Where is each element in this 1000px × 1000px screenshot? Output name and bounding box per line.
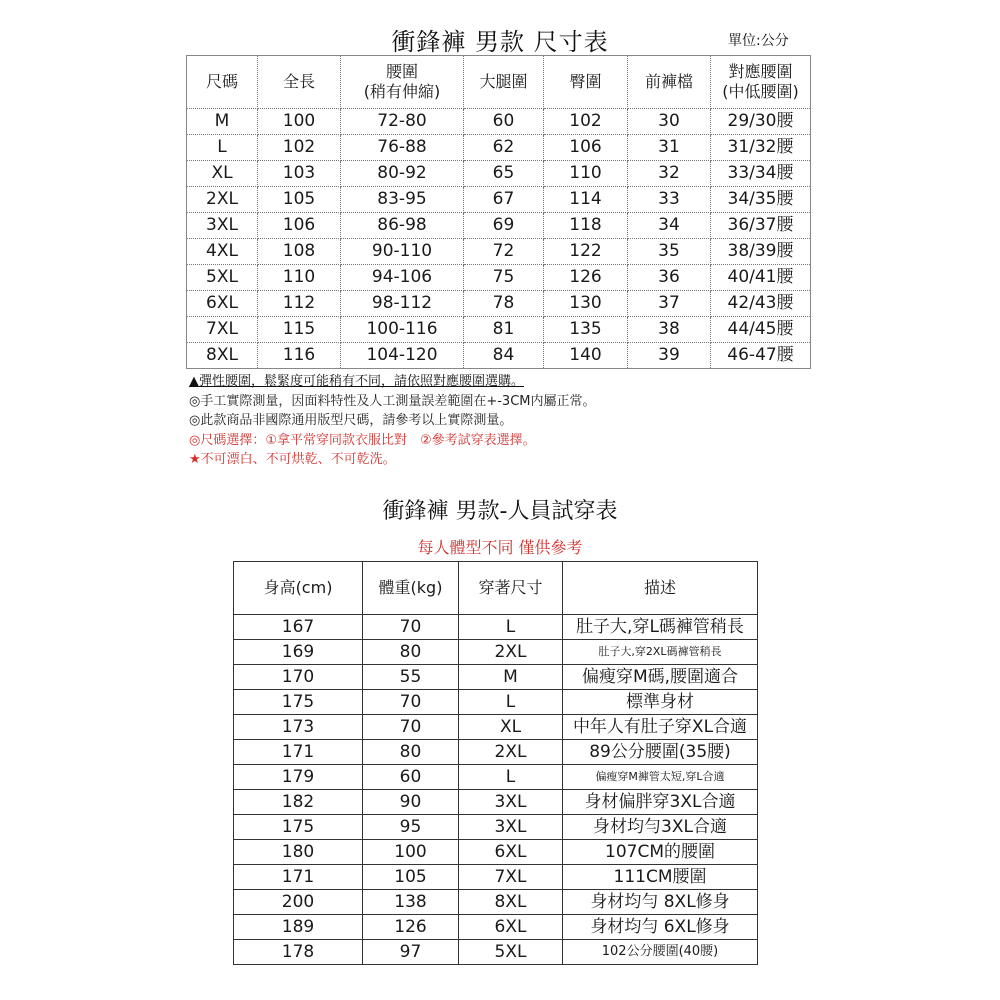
- cell-height: 171: [234, 740, 363, 765]
- cell-weight: 60: [363, 765, 459, 790]
- header-size: [187, 56, 258, 109]
- table-row: [187, 161, 811, 187]
- table-row: [234, 640, 758, 665]
- cell-description: 肚子大,穿L碼褲管稍長: [563, 615, 758, 640]
- cell-size: 3XL: [187, 213, 258, 239]
- cell-description: 肚子大,穿2XL碼褲管稍長: [563, 640, 758, 665]
- cell-thigh: 67: [464, 187, 544, 213]
- cell-height: 167: [234, 615, 363, 640]
- cell-corresponding-waist: 34/35腰: [711, 187, 811, 213]
- cell-height: 179: [234, 765, 363, 790]
- cell-height: 180: [234, 840, 363, 865]
- cell-description: 中年人有肚子穿XL合適: [563, 715, 758, 740]
- cell-size: L: [187, 135, 258, 161]
- table-row: [234, 815, 758, 840]
- size-chart-header-row: [187, 56, 811, 109]
- table-row: [234, 715, 758, 740]
- cell-worn-size: 7XL: [459, 865, 563, 890]
- cell-worn-size: 3XL: [459, 790, 563, 815]
- cell-weight: 70: [363, 615, 459, 640]
- cell-description: 偏瘦穿M褲管太短,穿L合適: [563, 765, 758, 790]
- header-height: 身高(cm): [234, 562, 363, 615]
- tryon-chart-subtitle: 每人體型不同 僅供參考: [417, 538, 583, 557]
- cell-front-rise: 39: [628, 343, 711, 369]
- table-row: [234, 765, 758, 790]
- header-thigh: [464, 56, 544, 109]
- cell-height: 189: [234, 915, 363, 940]
- header-hip: [544, 56, 628, 109]
- table-row: [187, 187, 811, 213]
- cell-length: 106: [258, 213, 341, 239]
- cell-front-rise: 30: [628, 109, 711, 135]
- cell-weight: 97: [363, 940, 459, 965]
- cell-hip: 118: [544, 213, 628, 239]
- cell-front-rise: 33: [628, 187, 711, 213]
- table-row: [187, 291, 811, 317]
- header-sublabel: (中低腰圍): [722, 82, 799, 101]
- cell-length: 112: [258, 291, 341, 317]
- header-label: 前褲檔: [644, 72, 693, 91]
- cell-thigh: 72: [464, 239, 544, 265]
- cell-height: 170: [234, 665, 363, 690]
- cell-hip: 135: [544, 317, 628, 343]
- cell-corresponding-waist: 31/32腰: [711, 135, 811, 161]
- cell-front-rise: 32: [628, 161, 711, 187]
- header-weight: 體重(kg): [363, 562, 459, 615]
- cell-front-rise: 38: [628, 317, 711, 343]
- cell-corresponding-waist: 46-47腰: [711, 343, 811, 369]
- header-front-rise: [628, 56, 711, 109]
- header-label: 大腿圍: [479, 72, 528, 91]
- cell-thigh: 65: [464, 161, 544, 187]
- note-non-international: ◎此款商品非國際通用版型尺碼，請參考以上實際測量。: [189, 413, 513, 428]
- cell-worn-size: L: [459, 765, 563, 790]
- cell-length: 108: [258, 239, 341, 265]
- table-row: [234, 840, 758, 865]
- header-label: 臀圍: [569, 72, 602, 91]
- table-row: [187, 109, 811, 135]
- cell-description: 偏瘦穿M碼,腰圍適合: [563, 665, 758, 690]
- cell-front-rise: 35: [628, 239, 711, 265]
- cell-waist: 98-112: [341, 291, 464, 317]
- cell-size: M: [187, 109, 258, 135]
- cell-description: 身材偏胖穿3XL合適: [563, 790, 758, 815]
- cell-height: 175: [234, 690, 363, 715]
- cell-worn-size: 6XL: [459, 840, 563, 865]
- cell-height: 169: [234, 640, 363, 665]
- cell-weight: 70: [363, 715, 459, 740]
- cell-description: 身材均勻 8XL修身: [563, 890, 758, 915]
- cell-weight: 138: [363, 890, 459, 915]
- cell-waist: 94-106: [341, 265, 464, 291]
- cell-weight: 105: [363, 865, 459, 890]
- cell-front-rise: 31: [628, 135, 711, 161]
- cell-hip: 102: [544, 109, 628, 135]
- header-waist: [341, 56, 464, 109]
- cell-waist: 83-95: [341, 187, 464, 213]
- cell-thigh: 84: [464, 343, 544, 369]
- cell-height: 182: [234, 790, 363, 815]
- cell-corresponding-waist: 40/41腰: [711, 265, 811, 291]
- cell-description: 102公分腰圍(40腰): [563, 940, 758, 965]
- cell-corresponding-waist: 42/43腰: [711, 291, 811, 317]
- cell-size: 4XL: [187, 239, 258, 265]
- cell-worn-size: XL: [459, 715, 563, 740]
- cell-worn-size: 6XL: [459, 915, 563, 940]
- cell-height: 175: [234, 815, 363, 840]
- tryon-chart-title: 衝鋒褲 男款-人員試穿表: [382, 499, 618, 524]
- cell-waist: 104-120: [341, 343, 464, 369]
- cell-corresponding-waist: 38/39腰: [711, 239, 811, 265]
- tryon-header-row: [234, 562, 758, 615]
- cell-corresponding-waist: 29/30腰: [711, 109, 811, 135]
- cell-front-rise: 37: [628, 291, 711, 317]
- cell-weight: 95: [363, 815, 459, 840]
- note-elastic-waist: ▲彈性腰圍，鬆緊度可能稍有不同，請依照對應腰圍選購。: [189, 374, 524, 389]
- cell-worn-size: 5XL: [459, 940, 563, 965]
- cell-worn-size: M: [459, 665, 563, 690]
- cell-description: 標準身材: [563, 690, 758, 715]
- cell-height: 173: [234, 715, 363, 740]
- table-row: [234, 665, 758, 690]
- cell-weight: 90: [363, 790, 459, 815]
- table-row: [187, 343, 811, 369]
- cell-hip: 140: [544, 343, 628, 369]
- cell-worn-size: 8XL: [459, 890, 563, 915]
- table-row: [187, 265, 811, 291]
- cell-length: 115: [258, 317, 341, 343]
- cell-corresponding-waist: 33/34腰: [711, 161, 811, 187]
- header-label: 全長: [282, 72, 315, 91]
- cell-description: 身材均勻3XL合適: [563, 815, 758, 840]
- cell-waist: 72-80: [341, 109, 464, 135]
- cell-hip: 122: [544, 239, 628, 265]
- cell-size: 5XL: [187, 265, 258, 291]
- table-row: [234, 915, 758, 940]
- header-label: 對應腰圍: [728, 62, 793, 81]
- cell-description: 身材均勻 6XL修身: [563, 915, 758, 940]
- table-row: [234, 615, 758, 640]
- cell-thigh: 62: [464, 135, 544, 161]
- tryon-chart-table: [233, 561, 758, 965]
- note-care: ★不可漂白、不可烘乾、不可乾洗。: [189, 452, 396, 467]
- cell-hip: 106: [544, 135, 628, 161]
- table-row: [187, 135, 811, 161]
- note-size-selection: ◎尺碼選擇：①拿平常穿同款衣服比對 ②參考試穿表選擇。: [189, 432, 536, 448]
- cell-length: 105: [258, 187, 341, 213]
- table-row: [234, 865, 758, 890]
- header-corresponding-waist: [711, 56, 811, 109]
- cell-height: 171: [234, 865, 363, 890]
- header-label: 尺碼: [205, 72, 238, 91]
- cell-weight: 80: [363, 640, 459, 665]
- cell-thigh: 75: [464, 265, 544, 291]
- cell-length: 102: [258, 135, 341, 161]
- cell-waist: 90-110: [341, 239, 464, 265]
- cell-thigh: 81: [464, 317, 544, 343]
- cell-worn-size: 2XL: [459, 740, 563, 765]
- cell-front-rise: 36: [628, 265, 711, 291]
- cell-size: XL: [187, 161, 258, 187]
- cell-size: 8XL: [187, 343, 258, 369]
- cell-height: 200: [234, 890, 363, 915]
- cell-description: 111CM腰圍: [563, 865, 758, 890]
- cell-size: 6XL: [187, 291, 258, 317]
- cell-size: 2XL: [187, 187, 258, 213]
- table-row: [234, 890, 758, 915]
- cell-waist: 86-98: [341, 213, 464, 239]
- cell-waist: 80-92: [341, 161, 464, 187]
- cell-length: 116: [258, 343, 341, 369]
- cell-waist: 76-88: [341, 135, 464, 161]
- cell-weight: 55: [363, 665, 459, 690]
- cell-thigh: 69: [464, 213, 544, 239]
- note-measurement-error: ◎手工實際測量，因面料特性及人工測量誤差範圍在+-3CM内屬正常。: [189, 393, 596, 409]
- cell-weight: 80: [363, 740, 459, 765]
- cell-hip: 114: [544, 187, 628, 213]
- table-row: [187, 317, 811, 343]
- header-label: 腰圍: [385, 62, 418, 81]
- notes-section: [189, 372, 596, 470]
- unit-label: 單位:公分: [728, 33, 789, 49]
- header-sublabel: (稍有伸縮): [363, 82, 441, 101]
- cell-weight: 100: [363, 840, 459, 865]
- cell-worn-size: 3XL: [459, 815, 563, 840]
- cell-hip: 130: [544, 291, 628, 317]
- header-description: 描述: [563, 562, 758, 615]
- size-chart-table: [186, 55, 811, 369]
- cell-length: 100: [258, 109, 341, 135]
- cell-corresponding-waist: 36/37腰: [711, 213, 811, 239]
- cell-weight: 126: [363, 915, 459, 940]
- table-row: [234, 690, 758, 715]
- cell-description: 89公分腰圍(35腰): [563, 740, 758, 765]
- cell-worn-size: L: [459, 690, 563, 715]
- cell-worn-size: 2XL: [459, 640, 563, 665]
- cell-length: 103: [258, 161, 341, 187]
- cell-front-rise: 34: [628, 213, 711, 239]
- cell-thigh: 60: [464, 109, 544, 135]
- cell-length: 110: [258, 265, 341, 291]
- header-length: [258, 56, 341, 109]
- cell-waist: 100-116: [341, 317, 464, 343]
- cell-corresponding-waist: 44/45腰: [711, 317, 811, 343]
- header-worn-size: 穿著尺寸: [459, 562, 563, 615]
- cell-thigh: 78: [464, 291, 544, 317]
- cell-size: 7XL: [187, 317, 258, 343]
- cell-weight: 70: [363, 690, 459, 715]
- cell-hip: 110: [544, 161, 628, 187]
- cell-description: 107CM的腰圍: [563, 840, 758, 865]
- cell-hip: 126: [544, 265, 628, 291]
- table-row: [187, 239, 811, 265]
- table-row: [234, 790, 758, 815]
- table-row: [187, 213, 811, 239]
- table-row: [234, 940, 758, 965]
- table-row: [234, 740, 758, 765]
- size-chart-title: 衝鋒褲 男款 尺寸表: [391, 28, 609, 56]
- cell-worn-size: L: [459, 615, 563, 640]
- cell-height: 178: [234, 940, 363, 965]
